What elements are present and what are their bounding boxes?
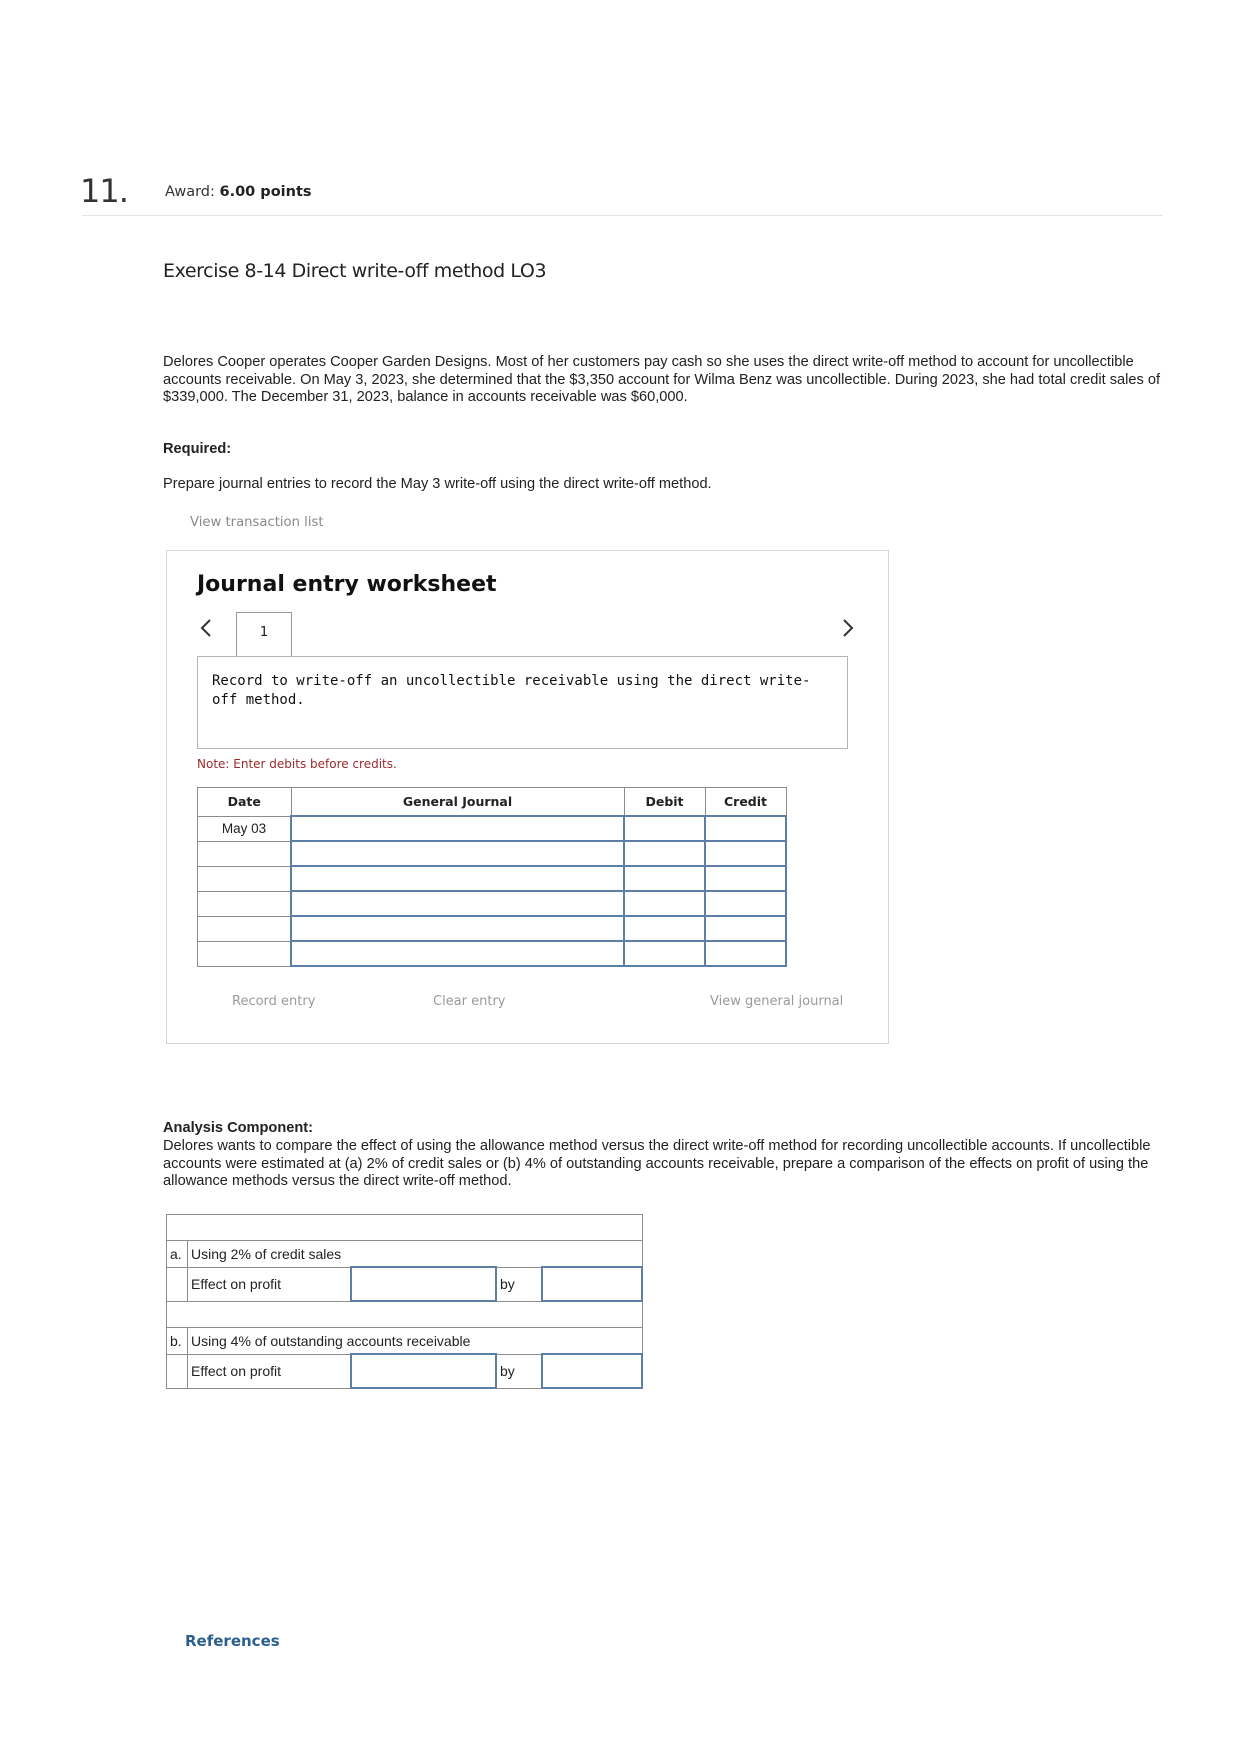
debit-input[interactable] xyxy=(624,941,705,966)
analysis-spacer-row xyxy=(167,1301,643,1328)
exercise-description: Delores Cooper operates Cooper Garden Designs. Most of her customers pay cash so she uses the direct write-off method to account for uncollectible accounts receivable. On May 3, 2023, she determined that the $3,350 account for Wilma Benz was uncollectible. During 2023, she had total credit sales of $339,000. The December 31, 2023, balance in accounts receivable was $60,000. xyxy=(163,354,1160,405)
table-row xyxy=(198,866,787,891)
table-row xyxy=(198,916,787,941)
effect-label: Effect on profit xyxy=(188,1354,352,1388)
journal-table xyxy=(197,787,787,967)
date-cell[interactable]: May 03 xyxy=(198,816,292,841)
table-row xyxy=(198,891,787,916)
account-input[interactable] xyxy=(291,916,624,941)
row-a-label: Using 2% of credit sales xyxy=(188,1241,643,1268)
blank-cell xyxy=(167,1267,188,1301)
worksheet-title: Journal entry worksheet xyxy=(197,572,497,597)
amount-input-a[interactable] xyxy=(542,1267,642,1301)
effect-label: Effect on profit xyxy=(188,1267,352,1301)
debit-input[interactable] xyxy=(624,916,705,941)
view-transaction-list-button[interactable]: View transaction list xyxy=(190,515,324,530)
row-b-label: Using 4% of outstanding accounts receivable xyxy=(188,1328,643,1355)
amount-input-b[interactable] xyxy=(542,1354,642,1388)
view-general-journal-button[interactable]: View general journal xyxy=(710,994,844,1009)
row-letter: b. xyxy=(167,1328,188,1355)
credit-input[interactable] xyxy=(705,941,786,966)
blank-cell xyxy=(167,1301,643,1328)
analysis-heading: Analysis Component: xyxy=(163,1120,314,1136)
analysis-blank-row xyxy=(167,1215,643,1241)
analysis-row-a-effect xyxy=(167,1267,643,1301)
account-input[interactable] xyxy=(291,816,624,841)
required-text: Prepare journal entries to record the May 3 write-off using the direct write-off method. xyxy=(163,476,712,492)
tab-entry-1[interactable]: 1 xyxy=(236,612,292,657)
date-cell[interactable] xyxy=(198,916,292,941)
analysis-table xyxy=(166,1214,643,1389)
table-row xyxy=(198,941,787,966)
debit-input[interactable] xyxy=(624,816,705,841)
table-row xyxy=(198,841,787,866)
by-label: by xyxy=(496,1354,542,1388)
credit-header: Credit xyxy=(705,788,786,817)
header-divider xyxy=(82,215,1163,216)
journal-header-row xyxy=(198,788,787,817)
chevron-right-icon[interactable] xyxy=(841,617,855,645)
award-label: Award: xyxy=(165,184,215,200)
account-input[interactable] xyxy=(291,891,624,916)
question-number: 11. xyxy=(80,172,128,210)
account-input[interactable] xyxy=(291,866,624,891)
required-label: Required: xyxy=(163,441,232,457)
credit-input[interactable] xyxy=(705,816,786,841)
credit-input[interactable] xyxy=(705,891,786,916)
account-input[interactable] xyxy=(291,841,624,866)
analysis-row-b-effect xyxy=(167,1354,643,1388)
credit-input[interactable] xyxy=(705,916,786,941)
blank-cell xyxy=(167,1215,643,1241)
award-value: 6.00 points xyxy=(219,184,312,200)
credit-input[interactable] xyxy=(705,841,786,866)
effect-select-a[interactable] xyxy=(351,1267,496,1301)
debit-input[interactable] xyxy=(624,841,705,866)
effect-select-b[interactable] xyxy=(351,1354,496,1388)
blank-cell xyxy=(167,1354,188,1388)
date-cell[interactable] xyxy=(198,866,292,891)
credit-input[interactable] xyxy=(705,866,786,891)
by-label: by xyxy=(496,1267,542,1301)
analysis-text: Delores wants to compare the effect of using the allowance method versus the direct write-off method for recording uncollectible accounts. If uncollectible accounts were estimated at (a) 2% of credit sales or (b) 4% of outstanding accounts receivable, prepare a comparison of the effects on profit of using the allowance methods versus the direct write-off method. xyxy=(163,1138,1151,1189)
analysis-row-b-heading xyxy=(167,1328,643,1355)
date-header: Date xyxy=(198,788,292,817)
date-cell[interactable] xyxy=(198,941,292,966)
table-row xyxy=(198,816,787,841)
clear-entry-button[interactable]: Clear entry xyxy=(433,994,506,1009)
date-cell[interactable] xyxy=(198,841,292,866)
date-cell[interactable] xyxy=(198,891,292,916)
analysis-row-a-heading xyxy=(167,1241,643,1268)
debit-header: Debit xyxy=(624,788,705,817)
award-points xyxy=(165,184,312,200)
exercise-title: Exercise 8-14 Direct write-off method LO3 xyxy=(163,260,547,282)
record-entry-button[interactable]: Record entry xyxy=(232,994,316,1009)
chevron-left-icon[interactable] xyxy=(199,617,213,645)
entry-note: Note: Enter debits before credits. xyxy=(197,757,397,771)
references-link[interactable]: References xyxy=(185,1632,280,1650)
debit-input[interactable] xyxy=(624,891,705,916)
general-journal-header: General Journal xyxy=(291,788,624,817)
entry-description: Record to write-off an uncollectible receivable using the direct write-off method. xyxy=(197,656,848,749)
debit-input[interactable] xyxy=(624,866,705,891)
account-input[interactable] xyxy=(291,941,624,966)
row-letter: a. xyxy=(167,1241,188,1268)
